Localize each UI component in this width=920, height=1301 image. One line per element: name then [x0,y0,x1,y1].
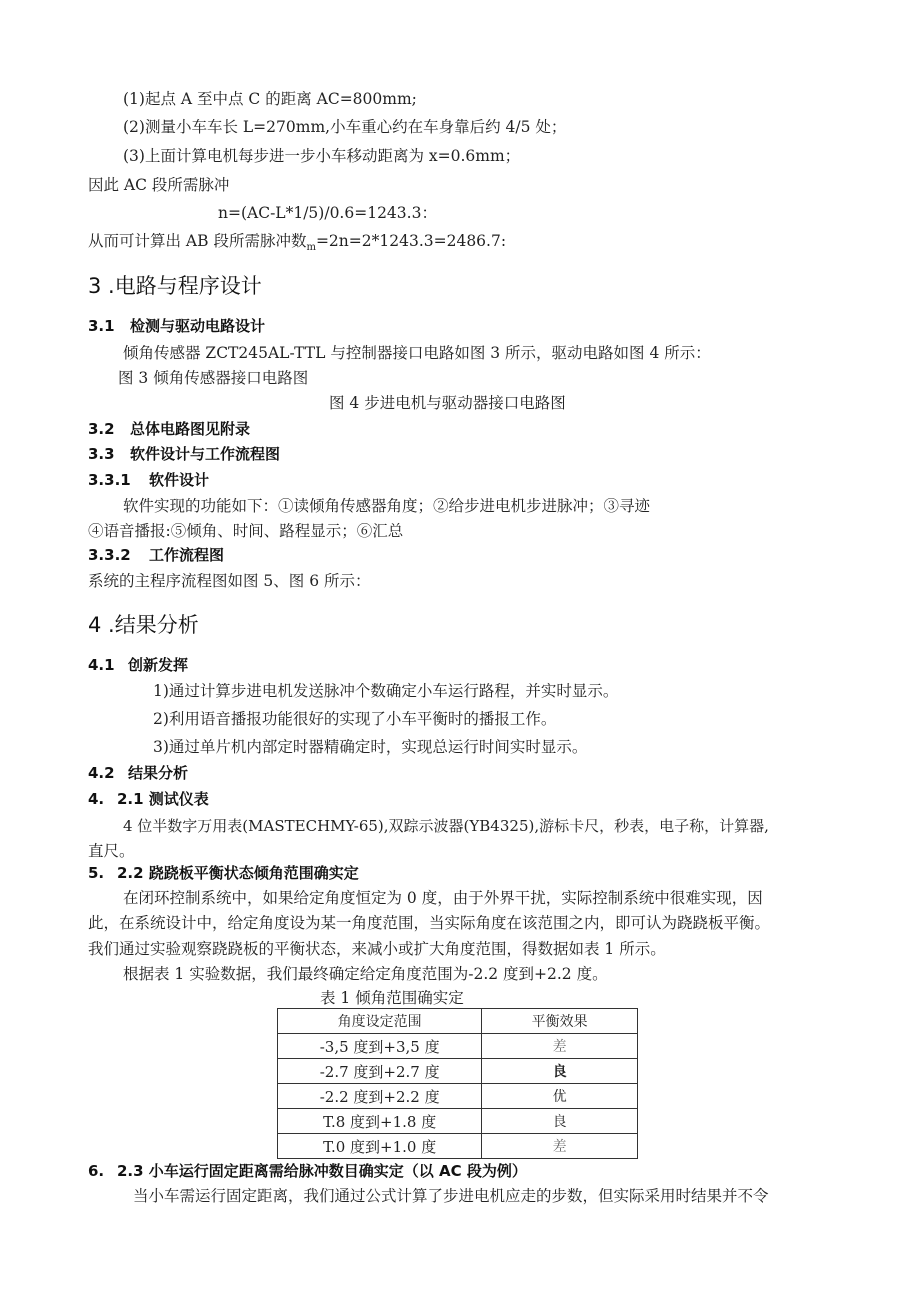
intro-line-3: (3)上面计算电机每步进一步小车移动距离为 x=0.6mm； [123,147,521,165]
section-4-2-heading [88,763,188,783]
section-4-2-3-number: 6. [88,1162,105,1180]
section-4-2-1-heading [88,789,209,809]
section-3-3-1-title: 软件设计 [149,471,210,489]
pulse-paragraph-1: 当小车需运行固定距离，我们通过公式计算了步进电机应走的步数，但实际采用时结果并不令 [133,1187,769,1205]
section-3-3-1-heading [88,470,209,490]
section-3-3-number: 3.3 [88,445,115,463]
section-3-3-title: 软件设计与工作流程图 [130,445,281,463]
section-3-2-number: 3.2 [88,420,115,438]
table-1 [277,1008,638,1159]
section-4-2-1-title: 2.1 测试仪表 [117,790,209,808]
instruments-line-2: 直尺。 [88,842,135,860]
section-4-2-title: 结果分析 [128,764,189,782]
section-3-1-title: 检测与驱动电路设计 [130,317,266,335]
section-4-title: 4 .结果分析 [88,613,199,637]
intro-line-1: (1)起点 A 至中点 C 的距离 AC=800mm; [123,90,417,108]
section-3-1-heading [88,316,265,336]
section-4-1-title: 创新发挥 [128,656,189,674]
section-4-2-number: 4.2 [88,764,115,782]
balance-paragraph-2: 此，在系统设计中，给定角度设为某一角度范围，当实际角度在该范围之内，即可认为跷跷板平衡。 [88,914,771,932]
section-4-2-3-heading [88,1161,527,1181]
intro-line-4: 因此 AC 段所需脉冲 [88,176,230,194]
section-3-3-2-heading [88,545,224,565]
formula-m: =2n=2*1243.3=2486.7: [315,232,507,250]
section-3-2-heading [88,419,250,439]
intro-line-6-subscript: m [306,242,316,253]
innovation-item-2: 2)利用语音播报功能很好的实现了小车平衡时的播报工作。 [153,710,557,728]
section-3-3-1-number: 3.3.1 [88,471,131,489]
table-cell-range: -2.7 度到+2.7 度 [278,1059,482,1084]
section-3-3-2-number: 3.3.2 [88,546,131,564]
section-4-2-2-title: 2.2 跷跷板平衡状态倾角范围确实定 [117,864,359,882]
instruments-line-1: 4 位半数字万用表(MASTECHMY-65),双踪示波器(YB4325),游标卡尺，秒表，电子称，计算器, [123,817,769,835]
section-3-1-paragraph: 倾角传感器 ZCT245AL-TTL 与控制器接口电路如图 3 所示，驱动电路如图 4 所示： [123,344,711,362]
figure-3-caption: 图 3 倾角传感器接口电路图 [118,369,309,387]
section-3-2-title: 总体电路图见附录 [130,420,251,438]
intro-line-2: (2)测量小车车长 L=270mm,小车重心约在车身靠后约 4/5 处； [123,118,567,136]
section-3-3-2-paragraph: 系统的主程序流程图如图 5、图 6 所示： [88,572,371,590]
table-row [278,1059,638,1084]
table-row [278,1134,638,1159]
section-4-1-heading [88,655,188,675]
section-3-3-2-title: 工作流程图 [149,546,225,564]
section-3-3-1-paragraph-1: 软件实现的功能如下：①读倾角传感器角度；②给步进电机步进脉冲；③寻迹 [123,497,651,515]
table-cell-effect: 优 [482,1084,638,1109]
section-4-1-number: 4.1 [88,656,115,674]
table-1-caption: 表 1 倾角范围确实定 [320,989,464,1007]
table-cell-range: -2.2 度到+2.2 度 [278,1084,482,1109]
balance-paragraph-3: 我们通过实验观察跷跷板的平衡状态，来减小或扩大角度范围，得数据如表 1 所示。 [88,940,666,958]
table-cell-range: T.8 度到+1.8 度 [278,1109,482,1134]
innovation-item-3: 3)通过单片机内部定时器精确定时，实现总运行时间实时显示。 [153,738,588,756]
section-4-2-2-heading [88,863,359,883]
intro-line-6 [88,231,506,254]
table-cell-effect: 差 [482,1034,638,1059]
table-cell-effect: 差 [482,1134,638,1159]
section-4-2-1-number: 4. [88,790,105,808]
section-3-3-heading [88,444,280,464]
section-4-2-3-title: 2.3 小车运行固定距离需给脉冲数目确实定（以 AC 段为例） [117,1162,527,1180]
table-row [278,1034,638,1059]
formula-n: n=(AC-L*1/5)/0.6=1243.3： [218,204,437,222]
balance-paragraph-1: 在闭环控制系统中，如果给定角度恒定为 0 度，由于外界干扰，实际控制系统中很难实现，因 [123,889,763,907]
table-cell-range: -3,5 度到+3,5 度 [278,1034,482,1059]
table-cell-effect: 良 [482,1109,638,1134]
section-3-3-1-paragraph-2: ④语音播报:⑤倾角、时间、路程显示；⑥汇总 [88,522,404,540]
innovation-item-1: 1)通过计算步进电机发送脉冲个数确定小车运行路程，并实时显示。 [153,682,619,700]
table-row [278,1084,638,1109]
table-header-row [278,1009,638,1034]
table-header-balance-effect: 平衡效果 [482,1009,638,1034]
section-3-1-number: 3.1 [88,317,115,335]
intro-line-6-text: 从而可计算出 AB 段所需脉冲数 [88,232,307,250]
section-4-2-2-number: 5. [88,864,105,882]
balance-paragraph-4: 根据表 1 实验数据，我们最终确定给定角度范围为-2.2 度到+2.2 度。 [123,965,608,983]
figure-4-caption: 图 4 步进电机与驱动器接口电路图 [329,394,566,412]
table-row [278,1109,638,1134]
section-3-title: 3 .电路与程序设计 [88,274,262,298]
table-cell-effect: 良 [482,1059,638,1084]
table-header-angle-range: 角度设定范围 [278,1009,482,1034]
table-cell-range: T.0 度到+1.0 度 [278,1134,482,1159]
